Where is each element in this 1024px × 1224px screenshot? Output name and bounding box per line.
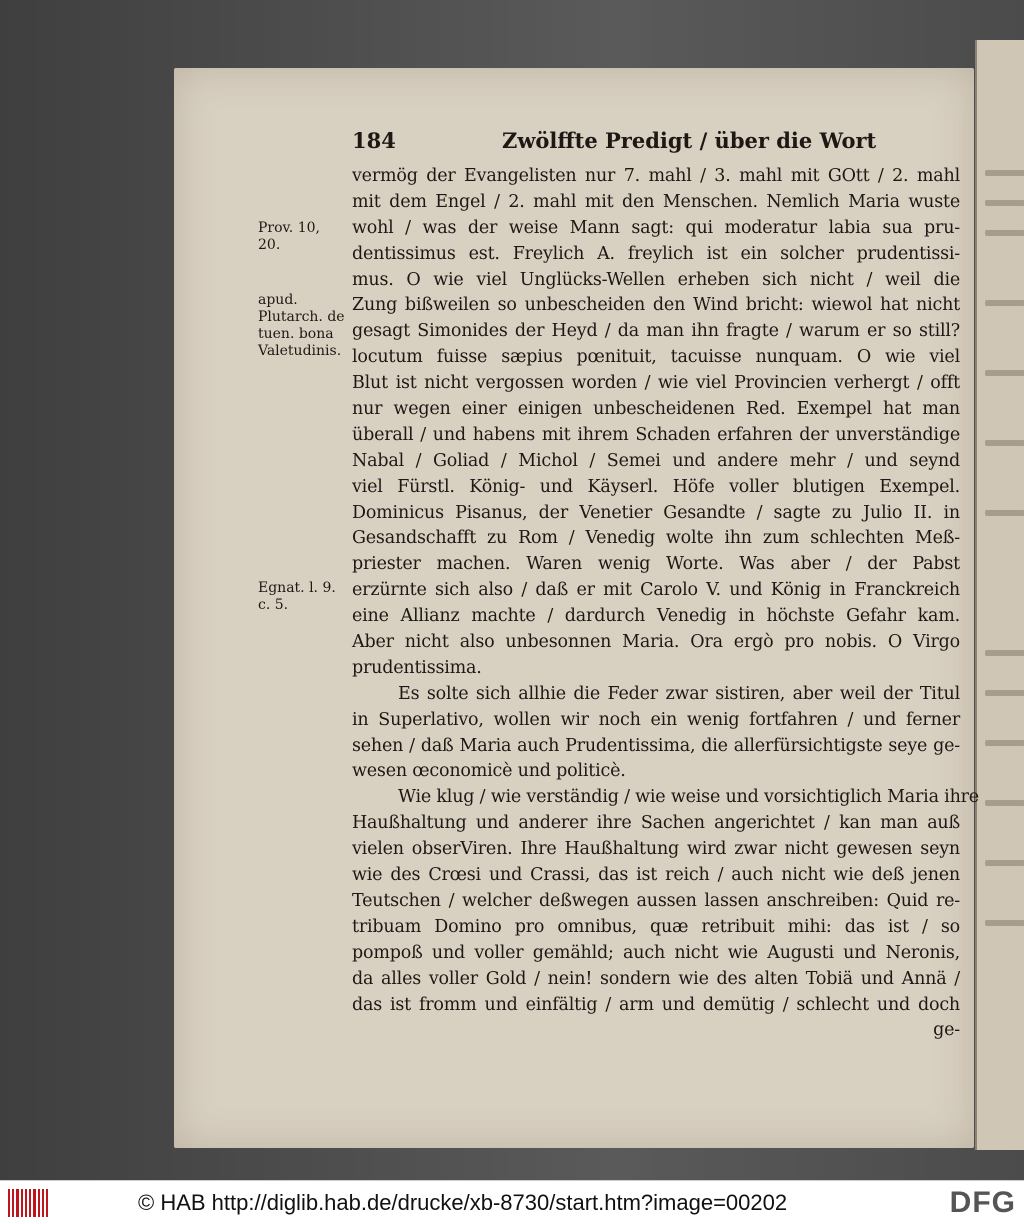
page-body-text [352,164,979,1044]
text-line: überall / und habens mit ihrem Schaden erfahren der unverständige [352,424,960,445]
footer-bar [0,1180,1024,1224]
adjacent-page-edge [975,40,1024,1150]
text-line: pompoß und voller gemähld; auch nicht wie Augusti und Neronis, [352,942,960,963]
text-line: mit dem Engel / 2. mahl mit den Menschen. Nemlich Maria wuste [352,191,960,212]
text-line: Aber nicht also unbesonnen Maria. Ora ergò pro nobis. O Virgo [352,632,960,653]
text-line: wohl / was der weise Mann sagt: qui moderatur labia sua pru- [352,217,960,238]
text-line: vermög der Evangelisten nur 7. mahl / 3. mahl mit GOtt / 2. mahl [352,166,960,186]
text-line: erzürnte sich also / daß er mit Carolo V. und König in Franckreich [352,580,960,601]
text-line: tribuam Domino pro omnibus, quæ retribuit mihi: das ist / so [352,916,960,937]
text-line: Zung bißweilen so unbescheiden den Wind bricht: wiewol hat nicht [352,295,960,316]
page-header [352,128,972,158]
text-line: Wie klug / wie verständig / wie weise und vorsichtiglich Maria ihre [398,787,979,808]
margin-note: Egnat. l. 9. c. 5. [258,580,336,613]
text-line: viel Fürstl. König- und Käyserl. Höfe voller blutigen Exempel. [352,476,960,497]
text-line: Gesandschafft zu Rom / Venedig wolte ihn zum schlechten Meß- [352,528,960,549]
source-credit-link[interactable]: © HAB http://diglib.hab.de/drucke/xb-8730/start.htm?image=00202 [138,1190,788,1215]
text-line: eine Allianz machte / dardurch Venedig in höchste Gefahr kam. [352,606,960,627]
text-line: Dominicus Pisanus, der Venetier Gesandte / sagte zu Julio II. in [352,502,960,523]
text-line: Blut ist nicht vergossen worden / wie viel Provincien verhergt / offt [352,373,960,394]
text-line: prudentissima. [352,657,482,678]
text-line: mus. O wie viel Unglücks-Wellen erheben sich nicht / weil die [352,269,960,290]
text-line: da alles voller Gold / nein! sondern wie des alten Tobiä und Annä / [352,968,960,989]
text-line: dentissimus est. Freylich A. freylich ist ein solcher prudentissi- [352,243,960,264]
text-line: Nabal / Goliad / Michol / Semei und andere mehr / und seynd [352,450,960,471]
text-line: gesagt Simonides der Heyd / da man ihn fragte / warum er so still? [352,321,960,342]
margin-note: Prov. 10, 20. [258,220,320,253]
text-line: wesen œconomicè und politicè. [352,761,626,782]
text-line: Haußhaltung und anderer ihre Sachen angerichtet / kan man auß [352,813,960,834]
running-title: Zwölffte Predigt / über die Wort [502,128,877,153]
text-line: das ist fromm und einfältig / arm und demütig / schlecht und doch [352,994,960,1015]
text-line: priester machen. Waren wenig Worte. Was aber / der Pabst [352,554,960,575]
text-line: vielen obserViren. Ihre Haußhaltung wird zwar nicht gewesen seyn [352,839,960,860]
page-number: 184 [352,128,396,153]
text-line: wie des Crœsi und Crassi, das ist reich / auch nicht wie deß jenen [352,865,960,886]
dfg-logo: DFG [949,1186,1016,1219]
catchword: ge- [933,1020,960,1041]
margin-note: apud. Plutarch. de tuen. bona Valetudinis. [258,292,345,359]
text-line: sehen / daß Maria auch Prudentissima, die allerfürsichtigste seye ge- [352,735,960,756]
text-line: in Superlativo, wollen wir noch ein wenig fortfahren / und ferner [352,709,960,730]
text-line: locutum fuisse sæpius pœnituit, tacuisse nunquam. O wie viel [352,347,960,368]
barcode-logo-icon [8,1189,48,1217]
text-line: nur wegen einer einigen unbescheidenen Red. Exempel hat man [352,399,960,420]
book-page [174,68,979,1148]
text-line: Teutschen / welcher deßwegen aussen lassen anschreiben: Quid re- [352,890,960,911]
text-line: Es solte sich allhie die Feder zwar sistiren, aber weil der Titul [398,683,960,704]
